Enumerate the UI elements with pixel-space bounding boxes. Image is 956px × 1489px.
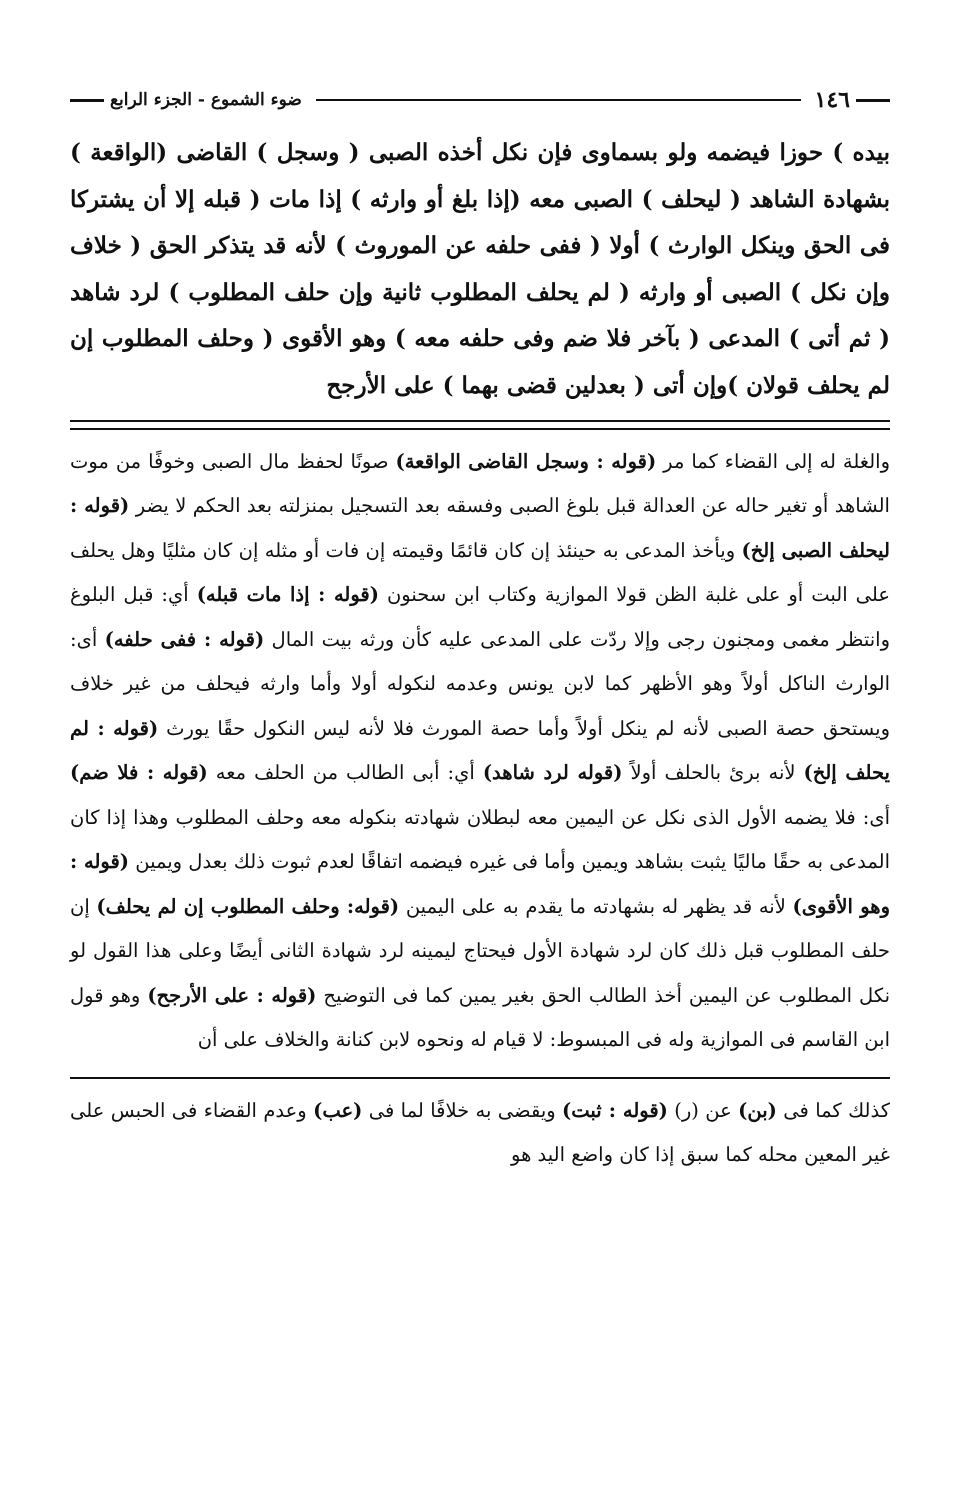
footnote-separator-rule [70, 1077, 890, 1079]
book-page [70, 78, 890, 1418]
footnote-text-run: وعدم القضاء فى الحبس على غير المعين محله كما سبق إذا كان واضع اليد هو [70, 1098, 890, 1166]
main-text-paragraph: بيده ) حوزا فيضمه ولو بسماوى فإن نكل أخذه الصبى ( وسجل ) القاضى (الواقعة ) بشهادة الشاهد ( ليحلف ) الصبى معه (إذا بلغ أو وارثه ) إذا مات ( قبله إلا أن يشتركا فى الحق وينكل الوارث ) أولا ( ففى حلفه عن الموروث ) لأنه قد يتذكر الحق ( خلاف وإن نكل ) الصبى أو وارثه ( لم يحلف المطلوب ثانية وإن حلف المطلوب ) لرد شاهد ( ثم أتى ) المدعى ( بآخر فلا ضم وفى حلفه معه ) وهو الأقوى ( وحلف المطلوب إن لم يحلف قولان )وإن أتى ( بعدلين قضى بهما ) على الأرجح [70, 139, 890, 399]
commentary-heading-run: (قوله : على الأرجح) [147, 983, 317, 1007]
footnote-paragraph [70, 1089, 890, 1177]
footnote-text-run: (ر) [674, 1098, 699, 1122]
footnote-text-run: كذلك كما فى [776, 1098, 890, 1122]
commentary-text-run: صونًا لحفظ مال الصبى وخوفًا من موت الشاهد أو تغير حاله عن العدالة قبل بلوغ الصبى وفسقه بعد التسجيل بمنزلته بعد الحكم لا يضر [70, 449, 890, 518]
header-dash-right [856, 99, 890, 102]
running-header [70, 78, 890, 122]
commentary-heading-run: (قوله: وحلف المطلوب إن لم يحلف) [96, 894, 400, 918]
commentary-text-run: وهو قول ابن القاسم فى الموازية وله فى المبسوط: لا قيام له ونحوه لابن كنانة والخلاف على أن [70, 983, 890, 1052]
commentary-heading-run: (قوله : لم يحلف إلخ) [70, 716, 890, 785]
footnote-text-run: ويقضى به خلافًا لما فى [362, 1098, 563, 1122]
double-separator-rule [70, 420, 890, 430]
book-title: ضوء الشموع - الجزء الرابع [110, 90, 302, 110]
commentary-text-run: إن حلف المطلوب قبل ذلك كان لرد شهادة الأول فيحتاج ليمينه لرد شهادة الثانى أيضًا وعلى هذا القول لو نكل المطلوب عن اليمين أخذ الطالب الحق بغير يمين كما فى التوضيح [70, 894, 891, 1007]
commentary-text-run: والغلة له إلى القضاء كما مر [656, 449, 890, 473]
footnote-heading-run: (بن) [738, 1098, 777, 1122]
main-text-block [70, 130, 890, 410]
commentary-paragraph [70, 440, 890, 1063]
footnote-text-run: عن [698, 1098, 739, 1122]
footnote-block [70, 1089, 890, 1177]
commentary-text-run: أى: الوارث الناكل أولاً وهو الأظهر كما لابن يونس وعدمه لنكوله أولا وأما وارثه فيحلف من غير خلاف ويستحق حصة الصبى لأنه لم ينكل أولاً وأما حصة المورث فلا لأنه ليس النكول حقًا يورث [70, 627, 891, 740]
footnote-heading-run: (عب) [313, 1098, 363, 1122]
commentary-text-run: أي: أبى الطالب من الحلف معه [207, 761, 483, 785]
commentary-heading-run: (قوله : وسجل القاضى الواقعة) [395, 449, 657, 473]
header-dash-left [70, 99, 104, 102]
footnote-heading-run: (قوله : ثبت) [562, 1098, 668, 1122]
commentary-text-run: لأنه قد يظهر له بشهادته ما يقدم به على اليمين [399, 894, 793, 918]
commentary-text-run: أي: قبل البلوغ وانتظر مغمى ومجنون رجى وإلا ردّت على المدعى عليه كأن ورثه بيت المال [70, 583, 891, 651]
commentary-heading-run: (قوله : وهو الأقوى) [70, 850, 890, 918]
commentary-heading-run: (قوله : ففى حلفه) [104, 627, 265, 651]
commentary-text-run: لأنه برئ بالحلف أولاً [622, 761, 804, 785]
page-number: ١٤٦ [814, 87, 850, 113]
commentary-text-run: أى: فلا يضمه الأول الذى نكل عن اليمين معه لبطلان شهادته بنكوله معه وحلف المطلوب وهذا إذا كان المدعى به حقًا ماليًا يثبت بشاهد ويمين وأما فى غيره فيضمه اتفاقًا لعدم ثبوت ذلك بعدل ويمين [70, 805, 890, 874]
commentary-heading-run: (قوله : فلا ضم) [70, 761, 208, 785]
commentary-heading-run: (قوله لرد شاهد) [482, 761, 623, 785]
commentary-text-run: ويأخذ المدعى به حينئذ إن كان قائمًا وقيمته إن فات أو مثله إن كان مثليًا وهل يحلف على البت أو على غلبة الظن قولا الموازية وكتاب ابن سحنون [70, 538, 890, 607]
commentary-heading-run: (قوله : إذا مات قبله) [196, 583, 379, 607]
header-rule [316, 99, 801, 101]
commentary-block [70, 440, 890, 1063]
commentary-heading-run: (قوله : ليحلف الصبى إلخ) [70, 494, 890, 562]
